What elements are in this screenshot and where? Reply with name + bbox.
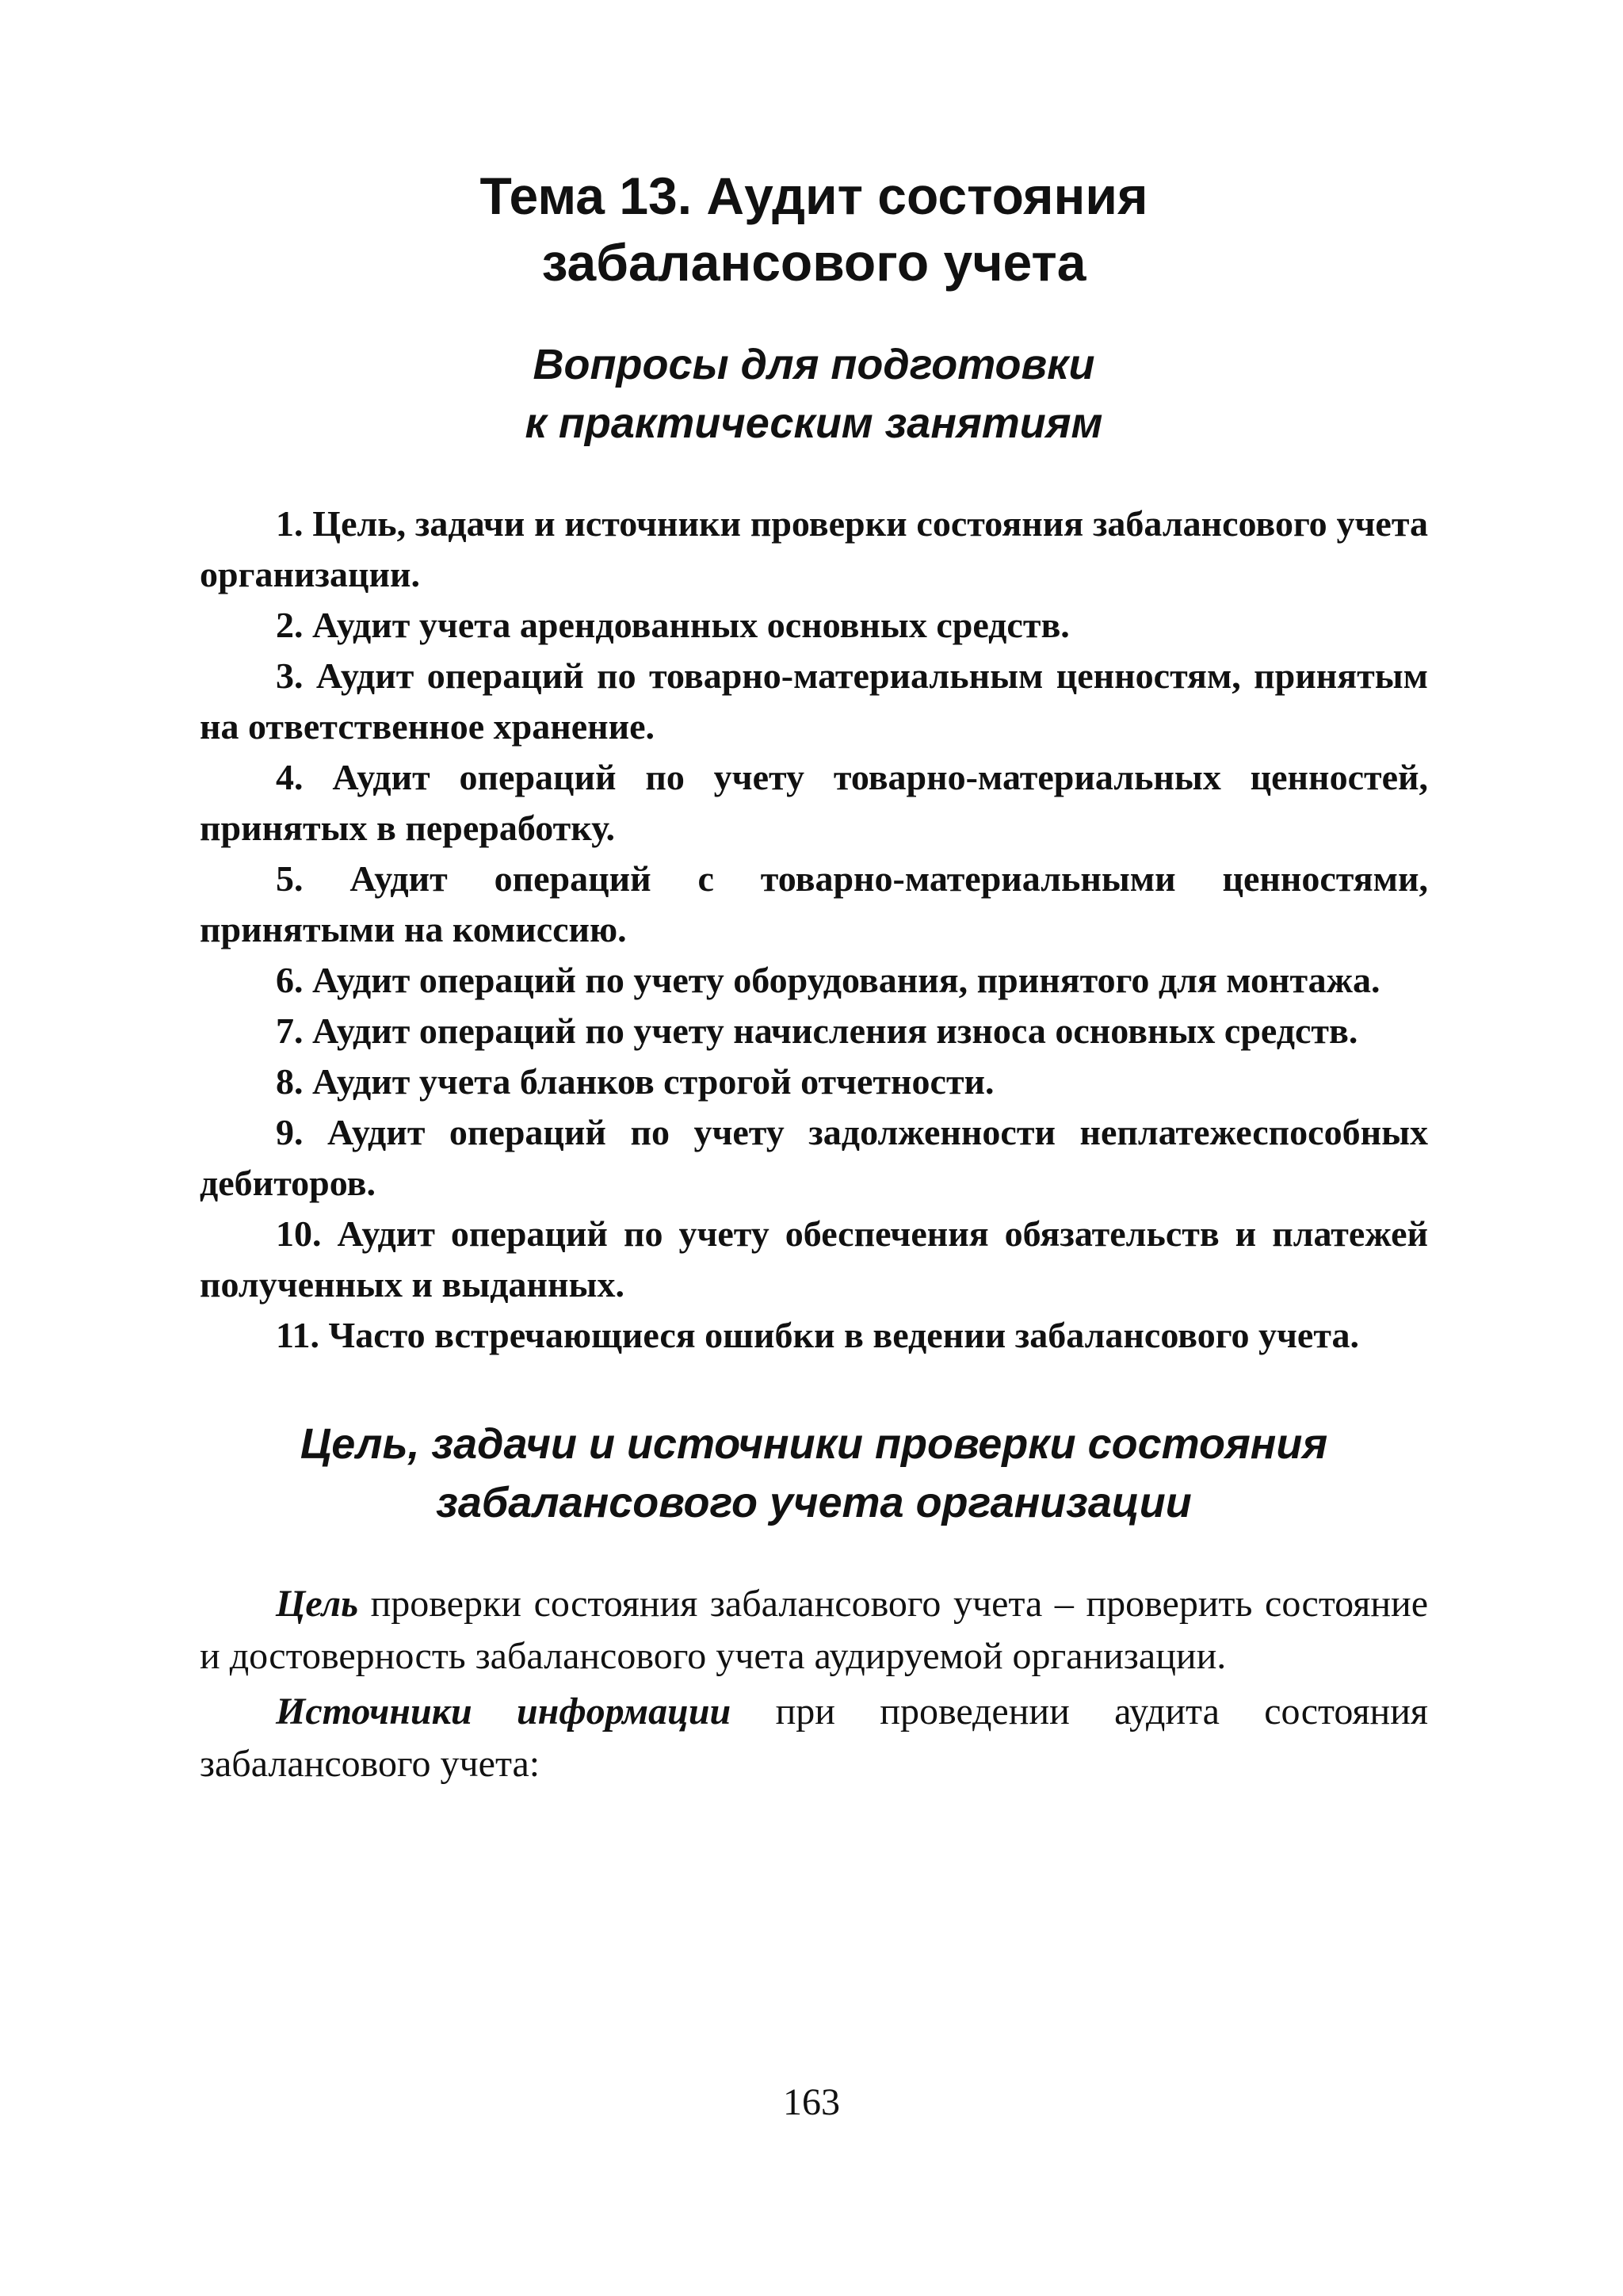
sources-text: при проведении аудита состояния забалансового учета: [200, 1690, 1428, 1785]
goal-paragraph [200, 1578, 1428, 1683]
section-heading-line-1: Цель, задачи и источники проверки состояния [300, 1420, 1328, 1468]
question-list [200, 499, 1428, 1361]
question-item: 11. Часто встречающиеся ошибки в ведении забалансового учета. [276, 1315, 1359, 1355]
goal-term: Цель [276, 1583, 359, 1625]
goal-text: проверки состояния забалансового учета – проверить состояние и достоверность забалансового учета аудируемой организации. [200, 1583, 1428, 1677]
section-heading [200, 1415, 1428, 1532]
topic-title-line-1: Тема 13. Аудит состояния [479, 166, 1148, 225]
topic-title [200, 162, 1428, 296]
question-item: 3. Аудит операций по товарно-материальным ценностям, принятым на ответственное хранение. [200, 655, 1428, 747]
question-item: 6. Аудит операций по учету оборудования, принятого для монтажа. [276, 960, 1381, 1000]
sources-term: Источники информации [276, 1690, 731, 1733]
body-text [200, 1578, 1428, 1790]
questions-heading-line-2: к практическим занятиям [525, 399, 1103, 447]
section-heading-line-2: забалансового учета организации [436, 1479, 1192, 1526]
question-item: 5. Аудит операций с товарно-материальными ценностями, принятыми на комиссию. [200, 858, 1428, 949]
question-item: 4. Аудит операций по учету товарно-материальных ценностей, принятых в переработку. [200, 757, 1428, 848]
page-number: 163 [783, 2081, 840, 2123]
topic-title-line-2: забалансового учета [541, 233, 1086, 292]
question-item: 2. Аудит учета арендованных основных средств. [276, 605, 1070, 645]
questions-heading-line-1: Вопросы для подготовки [533, 341, 1095, 388]
sources-paragraph [200, 1686, 1428, 1790]
question-item: 7. Аудит операций по учету начисления износа основных средств. [276, 1010, 1358, 1051]
question-item: 9. Аудит операций по учету задолженности неплатежеспособных дебиторов. [200, 1112, 1428, 1203]
question-item: 8. Аудит учета бланков строгой отчетности. [276, 1061, 995, 1102]
question-item: 1. Цель, задачи и источники проверки состояния забалансового учета организации. [200, 503, 1428, 594]
question-item: 10. Аудит операций по учету обеспечения обязательств и платежей полученных и выданных. [200, 1213, 1428, 1305]
page-content [200, 162, 1428, 1794]
questions-heading [200, 335, 1428, 453]
